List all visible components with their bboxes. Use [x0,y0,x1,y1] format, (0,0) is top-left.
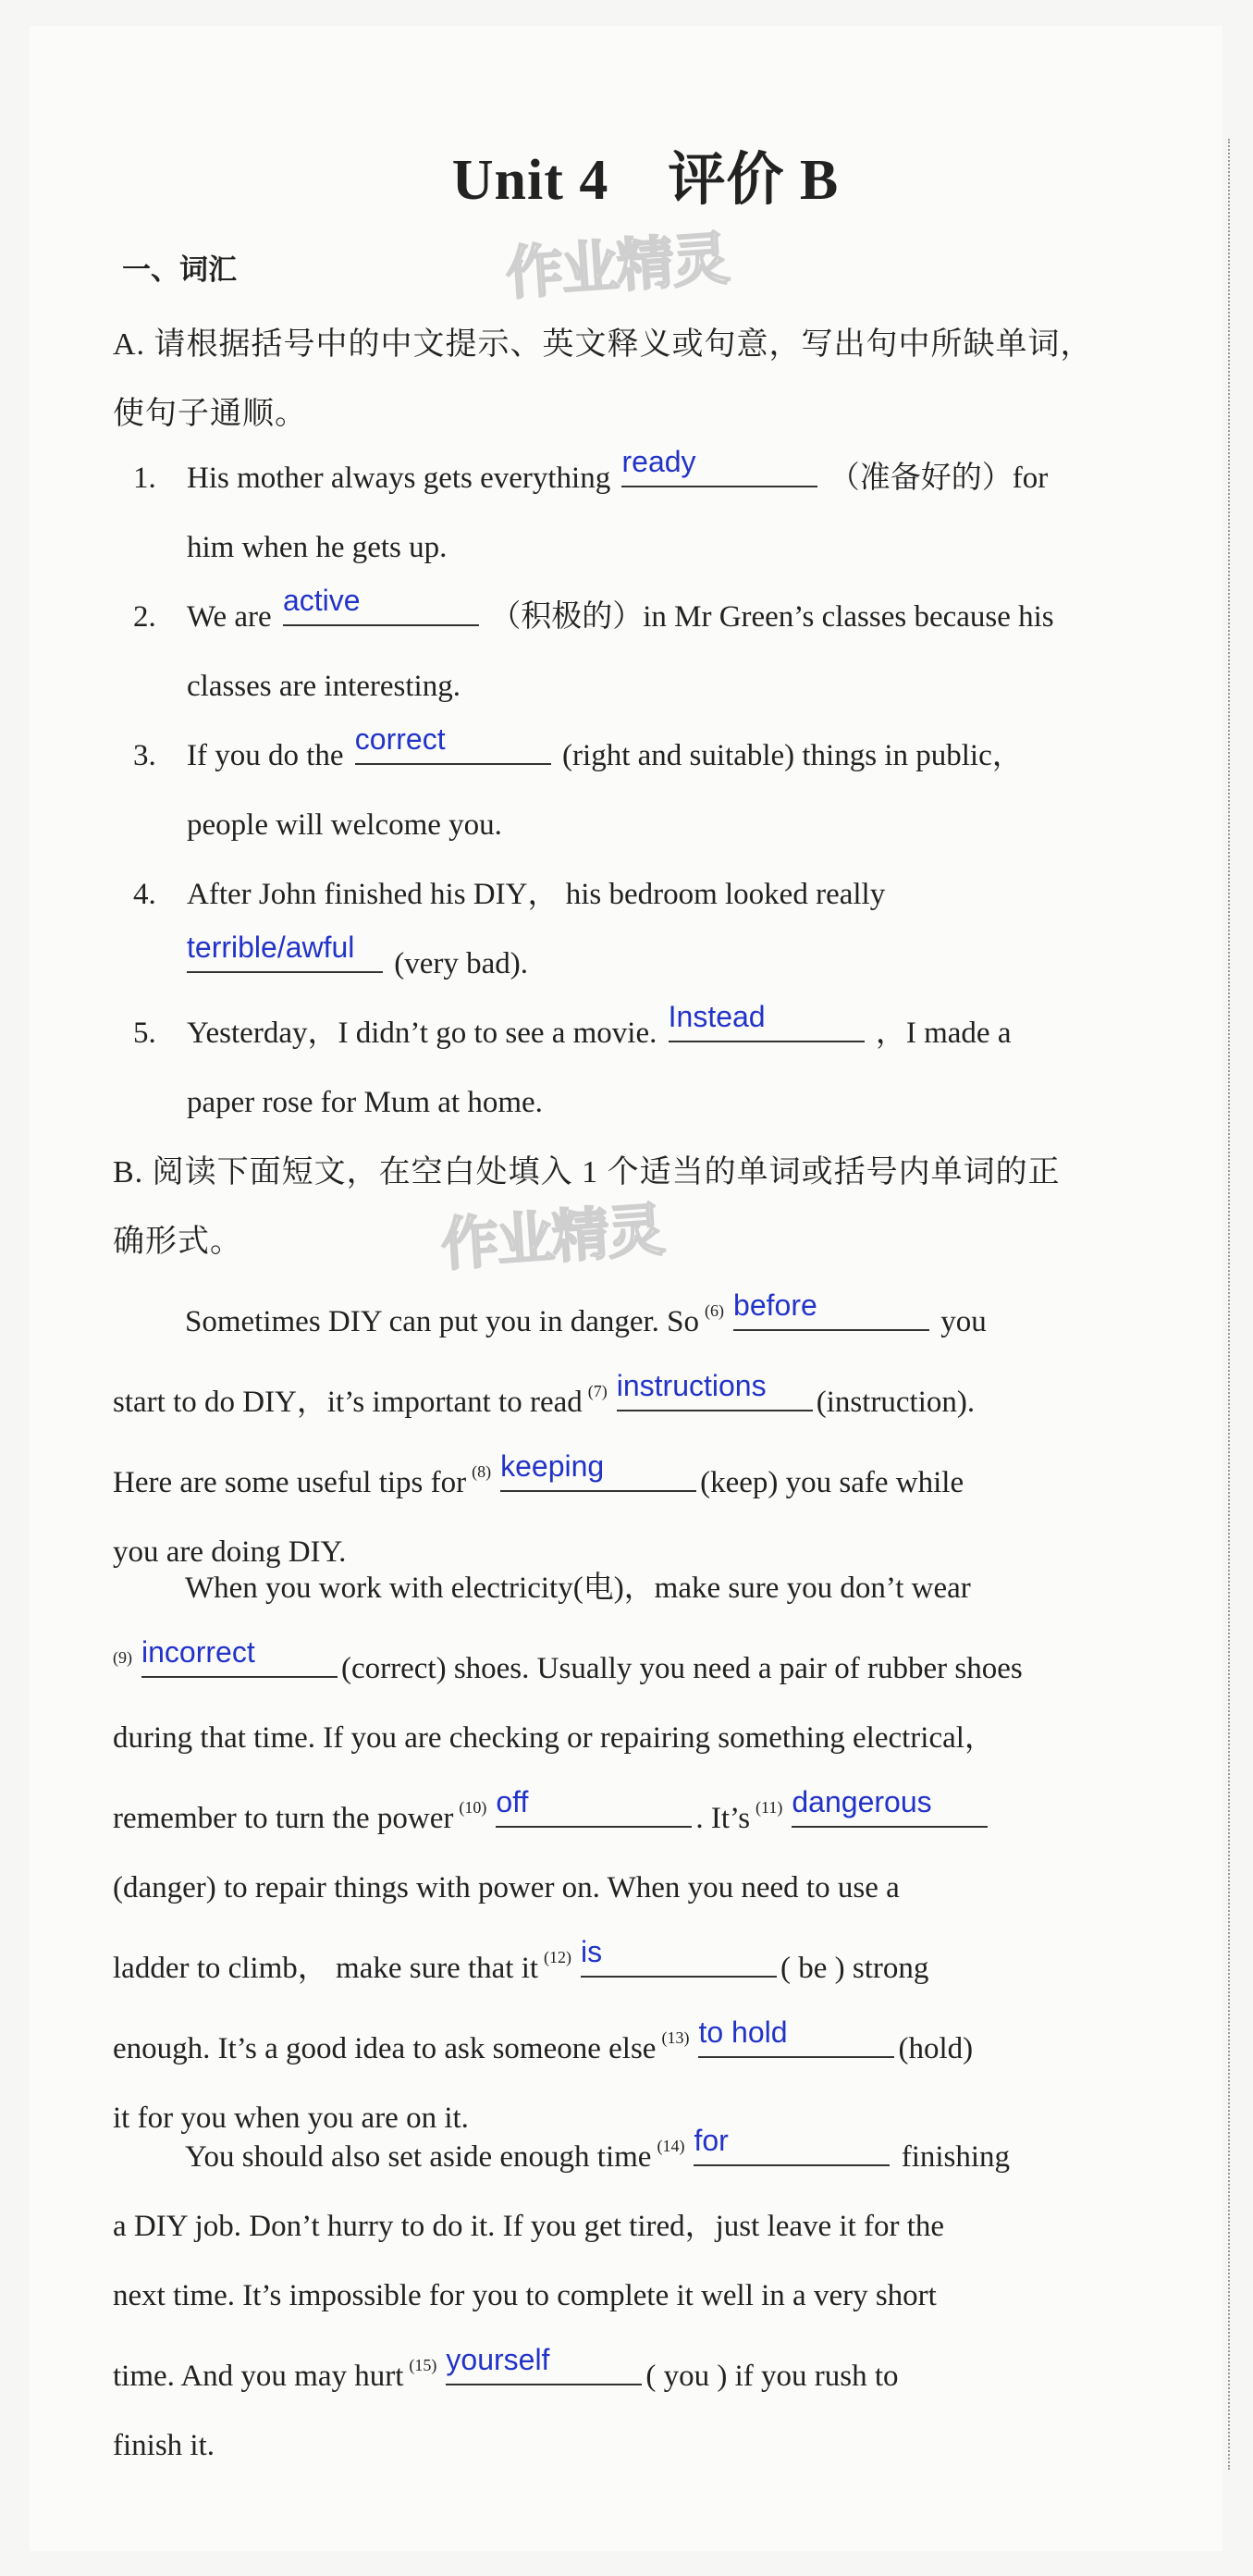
blank-number: (10) [459,1798,487,1817]
question-item-3 [113,721,1178,860]
answer-text: active [282,584,361,617]
answer-blank-6[interactable] [733,1288,929,1331]
passage-text: (keep) you safe while [700,1466,964,1499]
question-text: paper rose for Mum at home. [187,1086,543,1119]
title-subtitle: 评价 B [668,149,840,212]
question-text: people will welcome you. [187,808,502,842]
question-text: （准备好的）for [829,462,1049,495]
question-number: 5. [133,1017,156,1050]
blank-number: (8) [472,1462,492,1481]
answer-blank-5[interactable] [668,1000,865,1042]
answer-blank-15[interactable] [446,2343,642,2385]
blank-number: (14) [657,2137,685,2155]
passage-text: When you work with electricity(电)，make sure you don’t wear [185,1571,971,1605]
answer-text: off [496,1785,529,1818]
answer-text: incorrect [141,1635,255,1669]
answer-blank-7[interactable] [616,1369,813,1411]
passage-text: time. And you may hurt [113,2360,404,2393]
passage-text: Here are some useful tips for [113,1466,467,1499]
blank-number: (13) [661,2028,690,2047]
passage-text: ladder to climb， make sure that it [113,1952,539,1985]
question-item-1 [113,444,1178,583]
question-number: 2. [133,600,156,634]
passage-paragraph-2 [113,1554,1178,2153]
passage-text: enough. It’s a good idea to ask someone else [113,2032,657,2065]
blank-number: (9) [113,1648,132,1667]
answer-text: to hold [698,2015,788,2049]
passage-text: Sometimes DIY can put you in danger. So [185,1305,700,1338]
blank-number: (7) [587,1382,608,1400]
question-text: His mother always gets everything [187,462,611,495]
answer-blank-4[interactable] [187,931,383,973]
passage-text: (instruction). [816,1386,976,1419]
passage-text: you [940,1305,987,1338]
section-heading: 一、词汇 [122,253,237,287]
watermark-logo: 作业精灵 [503,224,731,308]
blank-number: (11) [755,1798,783,1817]
passage-text: a DIY job. Don’t hurry to do it. If you get tired，just leave it for the [113,2210,945,2243]
part-a-instruction-line2: 使句子通顺。 [113,397,307,431]
question-text: classes are interesting. [187,670,461,703]
blank-number: (12) [544,1948,572,1966]
passage-text: . It’s [695,1802,751,1835]
answer-text: keeping [500,1449,605,1483]
answer-blank-11[interactable] [792,1785,988,1828]
part-a-instruction-line1: A. 请根据括号中的中文提示、英文释义或句意，写出句中所缺单词， [113,327,1093,362]
question-text: (right and suitable) things in public， [562,739,1023,772]
passage-text: (hold) [898,2032,974,2065]
part-a-instruction [113,310,1178,449]
answer-blank-8[interactable] [500,1449,696,1492]
answer-text: ready [621,445,696,478]
passage-paragraph-1 [113,1276,1178,1587]
blank-number: (6) [705,1301,725,1320]
part-b-instruction-line1: B. 阅读下面短文，在空白处填入 1 个适当的单词或括号内单词的正 [113,1155,1061,1189]
question-text: （积极的）in Mr Green’s classes because his [490,600,1054,634]
answer-text: for [694,2124,729,2157]
answer-text: terrible/awful [187,931,355,964]
answer-text: instructions [616,1369,767,1402]
passage-text: ( you ) if you rush to [645,2360,899,2393]
answer-blank-13[interactable] [698,2015,894,2058]
answer-blank-12[interactable] [581,1935,777,1978]
passage-text: during that time. If you are checking or repairing something electrical， [113,1721,995,1755]
answer-blank-2[interactable] [282,584,479,626]
question-number: 3. [133,739,156,772]
answer-text: before [733,1288,817,1322]
answer-blank-1[interactable] [621,445,817,487]
answer-blank-9[interactable] [141,1635,338,1678]
question-text: After John finished his DIY， his bedroom looked really [187,878,886,911]
title-unit: Unit 4 [451,149,609,212]
page-edge-divider [1228,139,1230,2470]
answer-blank-10[interactable] [496,1785,692,1828]
question-text: Yesterday，I didn’t go to see a movie. [187,1017,657,1050]
answer-text: Instead [668,1000,766,1033]
question-item-4 [113,860,1178,999]
passage-text: You should also set aside enough time [185,2140,652,2174]
passage-text: (correct) shoes. Usually you need a pair of rubber shoes [341,1652,1023,1685]
question-text: him when he gets up. [187,531,448,564]
question-text: (very bad). [394,947,529,980]
passage-paragraph-3 [113,2112,1178,2481]
page-title [113,143,1178,217]
watermark-logo: 作业精灵 [438,1195,666,1279]
passage-text: finishing [901,2140,1011,2174]
question-item-5 [113,999,1178,1138]
question-text: We are [187,600,272,634]
question-text: If you do the [187,739,344,772]
passage-text: start to do DIY，it’s important to read [113,1386,583,1419]
answer-text: is [581,1935,603,1968]
question-item-2 [113,583,1178,721]
question-number: 4. [133,878,156,911]
passage-text: ( be ) strong [780,1952,929,1985]
part-b-instruction-line2: 确形式。 [113,1225,242,1259]
answer-blank-14[interactable] [694,2124,890,2166]
answer-blank-3[interactable] [354,722,551,765]
passage-text: remember to turn the power [113,1802,454,1835]
blank-number: (15) [409,2356,437,2374]
passage-text: (danger) to repair things with power on. When you need to use a [113,1871,900,1904]
answer-text: dangerous [792,1785,932,1818]
question-number: 1. [133,462,156,495]
question-text: ，I made a [875,1017,1012,1050]
passage-text: next time. It’s impossible for you to complete it well in a very short [113,2279,937,2312]
answer-text: correct [354,722,446,756]
answer-text: yourself [446,2343,550,2376]
passage-text: you are doing DIY. [113,1535,347,1569]
passage-text: it for you when you are on it. [113,2101,469,2135]
passage-text: finish it. [113,2429,215,2462]
